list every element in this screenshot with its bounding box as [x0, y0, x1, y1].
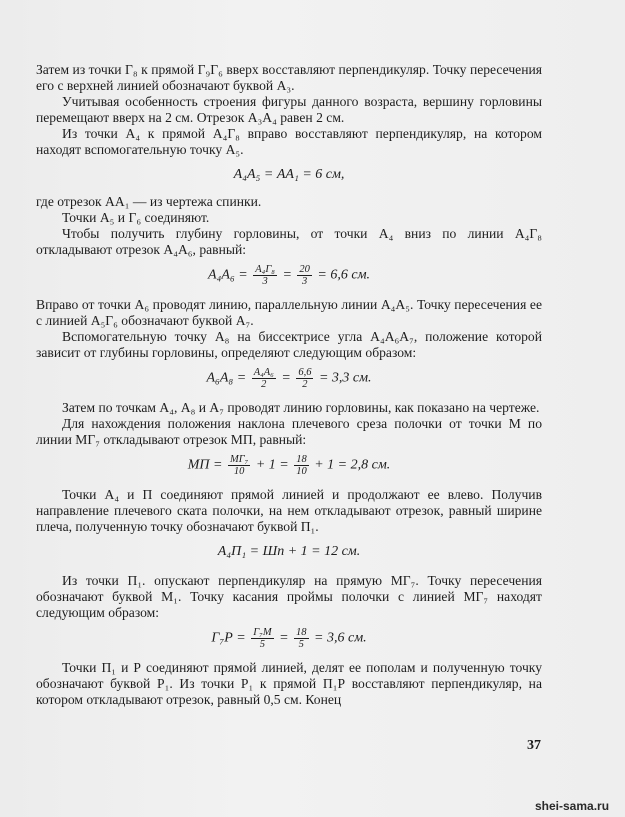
formula-6-fraction-2 [294, 627, 309, 650]
formula-3-den-1: 2 [261, 379, 267, 390]
formula-1: А₄А₅ = АА₁ = 6 см, [233, 167, 345, 182]
formula-2-rhs: = 6,6 см. [317, 267, 371, 283]
formula-6-num-2: 18 [296, 627, 307, 638]
paragraph-3: Из точки А₄ к прямой А₄Г₈ вправо восставляют перпендикуляр, на котором находят вспомогательную точку А₅. [36, 126, 542, 157]
paragraph-1: Затем из точки Г₈ к прямой Г₉Г₆ вверх восставляют перпендикуляр. Точку пересечения его с верхней линией обозначают буквой А₃. [36, 62, 542, 93]
formula-4 [36, 454, 542, 477]
formula-3 [36, 367, 542, 390]
paragraph-7: Вправо от точки А₆ проводят линию, параллельную линии А₄А₅. Точку пересечения ее с линией А₅Г₆ обозначают буквой А₇. [36, 297, 542, 328]
formula-2-fraction-2 [297, 264, 312, 287]
formula-3-den-2: 2 [302, 379, 308, 390]
paragraph-13: Точки П₁ и Р соединяют прямой линией, делят ее пополам и полученную точку обозначают буквой Р₁. Из точки Р₁ к прямой П₁Р восставляют перпендикуляр, на котором откладывают отрезок, равный 0,5 см. Конец [36, 660, 542, 707]
formula-2-fraction-1 [253, 264, 277, 287]
paragraph-9: Затем по точкам А₄, А₈ и А₇ проводят линию горловины, как показано на чертеже. [62, 400, 540, 415]
paragraph-5: Точки А₅ и Г₆ соединяют. [62, 210, 210, 225]
formula-2-eq: = [282, 267, 292, 283]
formula-5: А₄П₁ = Шп + 1 = 12 см. [217, 544, 361, 559]
formula-3-num-2: 6,6 [298, 367, 312, 378]
formula-4-den-2: 10 [296, 466, 307, 477]
paragraph-6: Чтобы получить глубину горловины, от точки А₄ вниз по линии А₄Г₈ откладывают отрезок А₄А₆, равный: [36, 226, 542, 257]
formula-4-fraction-2 [294, 454, 309, 477]
formula-3-num-1: А₄А₆ [253, 367, 274, 378]
formula-6-den-2: 5 [298, 639, 304, 650]
formula-3-rhs: = 3,3 см. [318, 370, 372, 386]
page-number: 37 [527, 738, 541, 753]
formula-3-fraction-2 [296, 367, 313, 390]
formula-4-rhs: + 1 = 2,8 см. [314, 457, 391, 473]
paragraph-11: Точки А₄ и П соединяют прямой линией и продолжают ее влево. Получив направление плечевого ската полочки, на нем откладывают отрезок, равный ширине плеча, полученную точку обозначают буквой П₁. [36, 487, 542, 534]
formula-2-den-2: 3 [302, 276, 308, 287]
formula-3-fraction-1 [252, 367, 276, 390]
formula-6-lhs: Г₇Р = [211, 630, 246, 646]
formula-2-den-1: 3 [262, 276, 268, 287]
formula-6-fraction-1 [251, 627, 273, 650]
formula-4-num-1: МГ₇ [229, 454, 249, 465]
watermark: shei-sama.ru [535, 799, 610, 813]
formula-2-num-1: А₄Г₈ [255, 264, 275, 275]
formula-3-lhs: А₆А₈ = [206, 370, 247, 386]
formula-6-den-1: 5 [259, 639, 266, 650]
paragraph-8: Вспомогательную точку А₈ на биссектрисе угла А₄А₆А₇, положение которой зависит от глубины горловины, определяют следующим образом: [36, 329, 542, 360]
paragraph-2: Учитывая особенность строения фигуры данного возраста, вершину горловины перемещают вверх на 2 см. Отрезок А₃А₄ равен 2 см. [36, 94, 542, 125]
paragraph-12: Из точки П₁. опускают перпендикуляр на прямую МГ₇. Точку пересечения обозначают буквой М₁. Точку касания проймы полочки с линией МГ₇ находят следующим образом: [36, 573, 542, 620]
paragraph-10: Для нахождения положения наклона плечевого среза полочки от точки М по линии МГ₇ откладывают отрезок МП, равный: [36, 416, 542, 447]
formula-2 [36, 264, 542, 287]
formula-6-rhs: = 3,6 см. [314, 630, 367, 646]
formula-2-lhs: А₄А₆ = [207, 267, 248, 283]
formula-6-eq: = [279, 630, 289, 646]
formula-6-num-1: Г₇М [253, 627, 272, 638]
text-body [36, 62, 542, 708]
formula-4-num-2: 18 [296, 454, 307, 465]
formula-4-mid: + 1 = [255, 457, 289, 473]
formula-6 [36, 627, 542, 650]
formula-4-den-1: 10 [233, 466, 245, 477]
formula-4-fraction-1 [228, 454, 250, 477]
formula-3-eq: = [281, 370, 291, 386]
formula-4-lhs: МП = [187, 457, 223, 473]
formula-2-num-2: 20 [299, 264, 310, 275]
paragraph-4: где отрезок АА₁ — из чертежа спинки. [36, 194, 262, 209]
